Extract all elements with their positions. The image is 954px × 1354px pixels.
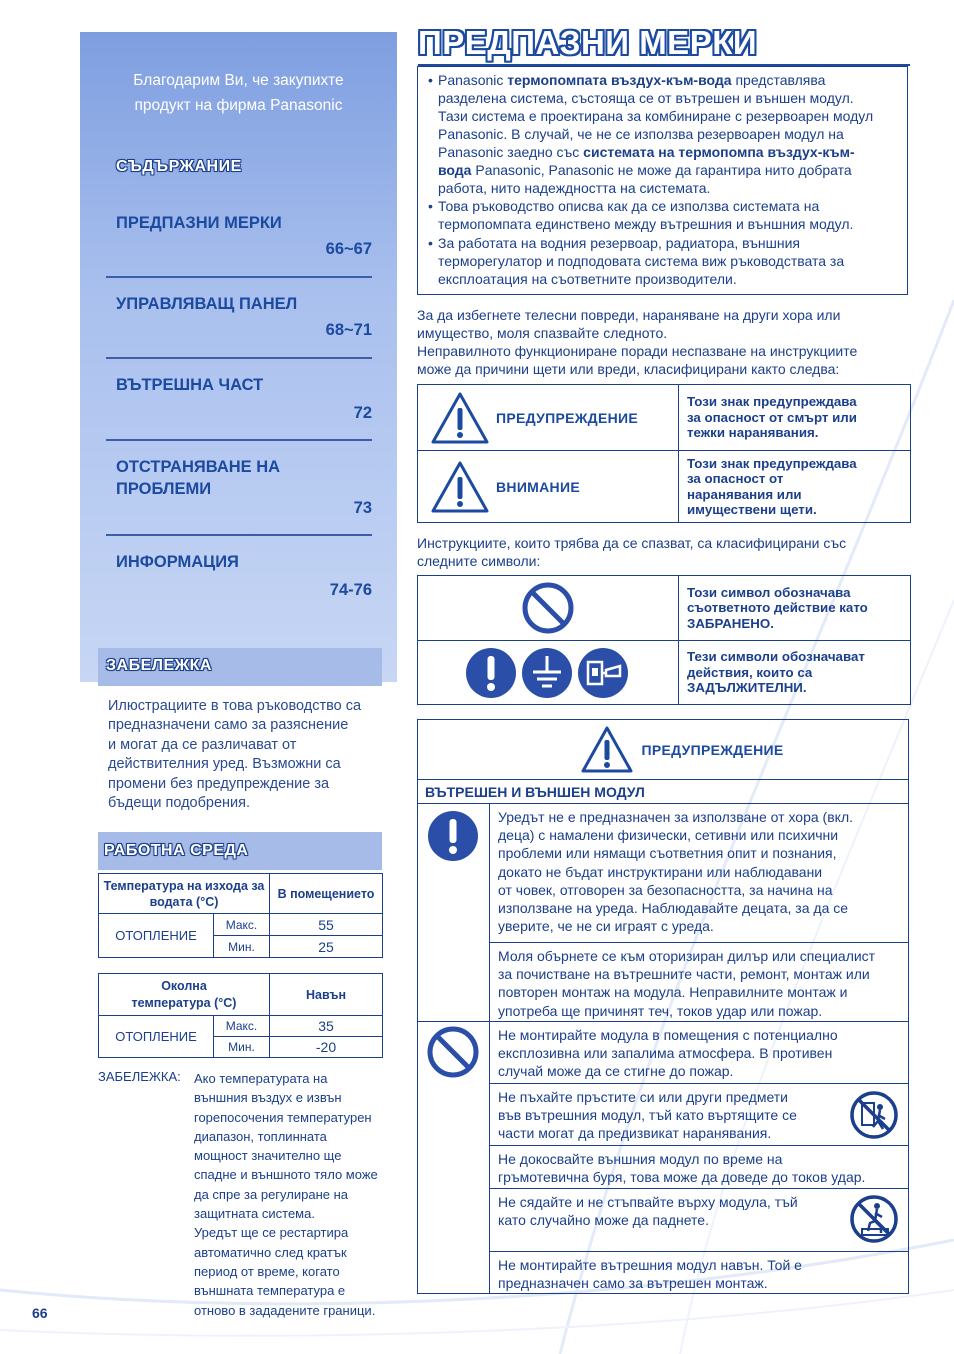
mode-heating: ОТОПЛЕНИЕ bbox=[99, 1016, 214, 1058]
mode-heating: ОТОПЛЕНИЕ bbox=[99, 914, 214, 958]
warning-triangle-icon bbox=[429, 390, 491, 446]
toc-page: 72 bbox=[353, 404, 372, 422]
warning-row-explosive: Не монтирайте модула в помещения с потенциално експлозивна или запалима атмосфера. В противен случай може да се стигне до пожар. bbox=[490, 1022, 909, 1084]
min-value: -20 bbox=[270, 1037, 383, 1058]
toc-item-safety[interactable]: ПРЕДПАЗНИ МЕРКИ 66~67 bbox=[116, 214, 372, 258]
water-temp-table bbox=[98, 873, 383, 958]
toc-page: 74-76 bbox=[329, 581, 372, 599]
intro-box bbox=[417, 66, 908, 295]
water-temp-header: Температура на изхода за водата (°C) bbox=[99, 874, 270, 914]
mandatory-exclamation-icon bbox=[426, 809, 480, 863]
min-value: 25 bbox=[270, 936, 383, 958]
warning-table bbox=[417, 719, 909, 1294]
note-text: Илюстрациите в това ръководство са предназначени само за разяснение и могат да се различават от действителния уред. Възможни са промени без предупреждение за бъдещи подобрения. bbox=[108, 698, 362, 812]
mandatory-exclamation-icon bbox=[464, 646, 518, 700]
toc-item-indoor-unit[interactable]: ВЪТРЕШНА ЧАСТ 72 bbox=[116, 376, 372, 422]
max-value: 55 bbox=[270, 914, 383, 936]
no-climbing-icon bbox=[848, 1193, 900, 1245]
prohibited-icon bbox=[425, 1024, 481, 1080]
caution-label: ВНИМАНИЕ bbox=[496, 478, 580, 495]
env-note-text: Ако температурата на външния въздух е извън горепосочения температурен диапазон, топлинната мощност значително ще спадне и външното тяло може да спре за регулиране на защитната система. Уредът ще се рестартира автоматично след кратък период от време, когато външната температура е отново в зададените граници. bbox=[194, 1071, 378, 1318]
warning-row-children: Уредът не е предназначен за използване от хора (вкл. деца) с намалени физически, сетивни или психични проблеми или нямащи съответния опит и познания, докато не бъдат инструктирани или наблюдавани от човек, отговорен за безопасността, за начина на използване на уреда. Наблюдавайте децата, за да се уверите, че не си играят с уреда. bbox=[490, 804, 909, 943]
classification-paragraph: За да избегнете телесни повреди, нараняване на други хора или имущество, моля спазвайте следното. Неправилното функциониране поради неспазване на инструкциите може да причини щети или вреди, класифицирани както следва: bbox=[417, 307, 858, 377]
toc-page: 68~71 bbox=[325, 321, 372, 339]
max-label: Макс. bbox=[214, 1016, 270, 1037]
intro-bullet-3: • За работата на водния резервоар, радиатора, външния терморегулатор и подподовата система виж ръководствата за експлоатация на съответните производители. bbox=[428, 235, 845, 287]
signal-word-table bbox=[417, 384, 911, 523]
toc-item-information[interactable]: ИНФОРМАЦИЯ 74-76 bbox=[116, 553, 372, 599]
earth-ground-icon bbox=[520, 646, 574, 700]
symbol-table bbox=[417, 575, 911, 705]
page-title: ПРЕДПАЗНИ МЕРКИ bbox=[418, 24, 758, 61]
env-note-label: ЗАБЕЛЕЖКА: bbox=[98, 1069, 181, 1084]
warning-table-header bbox=[418, 720, 909, 780]
outdoor-header: Навън bbox=[270, 974, 383, 1016]
mandatory-description: Тези символи обозначават действия, които са ЗАДЪЛЖИТЕЛНИ. bbox=[679, 641, 911, 705]
prohibited-icon-cell bbox=[418, 1022, 490, 1294]
mandatory-icon-cell bbox=[418, 804, 490, 1022]
environment-header: РАБОТНА СРЕДА bbox=[104, 842, 249, 859]
warning-row-service: Моля обърнете се към оторизиран дилър или специалист за почистване на вътрешните части, ремонт, монтаж или повторен монтаж на модула. Неправилните монтаж и употреба ще причинят теч, токов удар или пожар. bbox=[490, 943, 909, 1022]
warning-row-thunderstorm: Не докосвайте външния модул по време на гръмотевична буря, това може да доведе до токов удар. bbox=[490, 1146, 909, 1189]
note-header: ЗАБЕЛЕЖКА bbox=[106, 657, 212, 674]
note-header-bar bbox=[98, 648, 382, 686]
warning-cell bbox=[418, 385, 679, 451]
unplug-power-icon bbox=[576, 646, 630, 700]
caution-triangle-icon bbox=[429, 459, 491, 515]
toc-page: 73 bbox=[353, 499, 372, 517]
sidebar bbox=[80, 32, 397, 682]
prohibited-cell bbox=[418, 576, 679, 641]
max-label: Макс. bbox=[214, 914, 270, 936]
ambient-temp-header: Околна температура (°C) bbox=[99, 974, 270, 1016]
contents-header: СЪДЪРЖАНИЕ bbox=[116, 158, 242, 175]
warning-row-fingers: Не пъхайте пръстите си или други предмети във вътрешния модул, тъй като въртящите се части могат да предизвикат наранявания. bbox=[490, 1084, 909, 1146]
warning-description: Този знак предупреждава за опасност от смърт или тежки наранявания. bbox=[679, 385, 911, 451]
mandatory-cell bbox=[418, 641, 679, 705]
prohibited-description: Този символ обозначава съответното действие като ЗАБРАНЕНО. bbox=[679, 576, 911, 641]
toc-divider bbox=[106, 534, 372, 536]
toc-divider bbox=[106, 357, 372, 359]
toc-divider bbox=[106, 276, 372, 278]
caution-description: Този знак предупреждава за опасност от наранявания или имуществени щети. bbox=[679, 451, 911, 523]
thanks-text: Благодарим Ви, че закупихте продукт на фирма Panasonic bbox=[133, 72, 344, 114]
ambient-temp-table bbox=[98, 973, 383, 1058]
indoor-header: В помещението bbox=[270, 874, 383, 914]
warning-table-title: ПРЕДУПРЕЖДЕНИЕ bbox=[641, 741, 784, 758]
prohibited-icon bbox=[520, 580, 576, 636]
caution-cell bbox=[418, 451, 679, 523]
no-fingers-icon bbox=[848, 1089, 900, 1141]
toc-item-control-panel[interactable]: УПРАВЛЯВАЩ ПАНЕЛ 68~71 bbox=[116, 295, 372, 339]
warning-label: ПРЕДУПРЕЖДЕНИЕ bbox=[496, 409, 639, 426]
environment-header-bar bbox=[98, 832, 382, 870]
min-label: Мин. bbox=[214, 936, 270, 958]
intro-bullet-2: • Това ръководство описва как да се използва системата на термопомпата единствено между вътрешния и външния модул. bbox=[428, 198, 854, 232]
warning-row-outdoor-install: Не монтирайте вътрешния модул навън. Той е предназначен само за вътрешен монтаж. bbox=[490, 1252, 909, 1294]
toc-item-troubleshooting[interactable]: ОТСТРАНЯВАНЕ НА ПРОБЛЕМИ 73 bbox=[116, 458, 372, 517]
max-value: 35 bbox=[270, 1016, 383, 1037]
page-number: 66 bbox=[32, 1305, 48, 1321]
toc-page: 66~67 bbox=[325, 240, 372, 258]
warning-row-climbing: Не сядайте и не стъпвайте върху модула, тъй като случайно може да паднете. bbox=[490, 1189, 909, 1252]
toc-divider bbox=[106, 439, 372, 441]
warning-triangle-icon bbox=[580, 725, 634, 775]
symbols-paragraph: Инструкциите, които трябва да се спазват, са класифицирани със следните символи: bbox=[417, 535, 847, 569]
intro-bullet-1: • Panasonic термопомпата въздух-към-вода представлява разделена система, състояща се от вътрешен и външен модул. Тази система е проектирана за комбиниране с резервоарен модул Panasonic. В случай, че не се използва резервоарен модул на Panasonic заедно със системата на термопомпа въздух-към- вода Panasonic, Panasonic не може да гарантира нито добрата работа, нито надеждността на системата. bbox=[428, 72, 874, 196]
min-label: Мин. bbox=[214, 1037, 270, 1058]
unit-subheader: ВЪТРЕШЕН И ВЪНШЕН МОДУЛ bbox=[418, 780, 909, 804]
